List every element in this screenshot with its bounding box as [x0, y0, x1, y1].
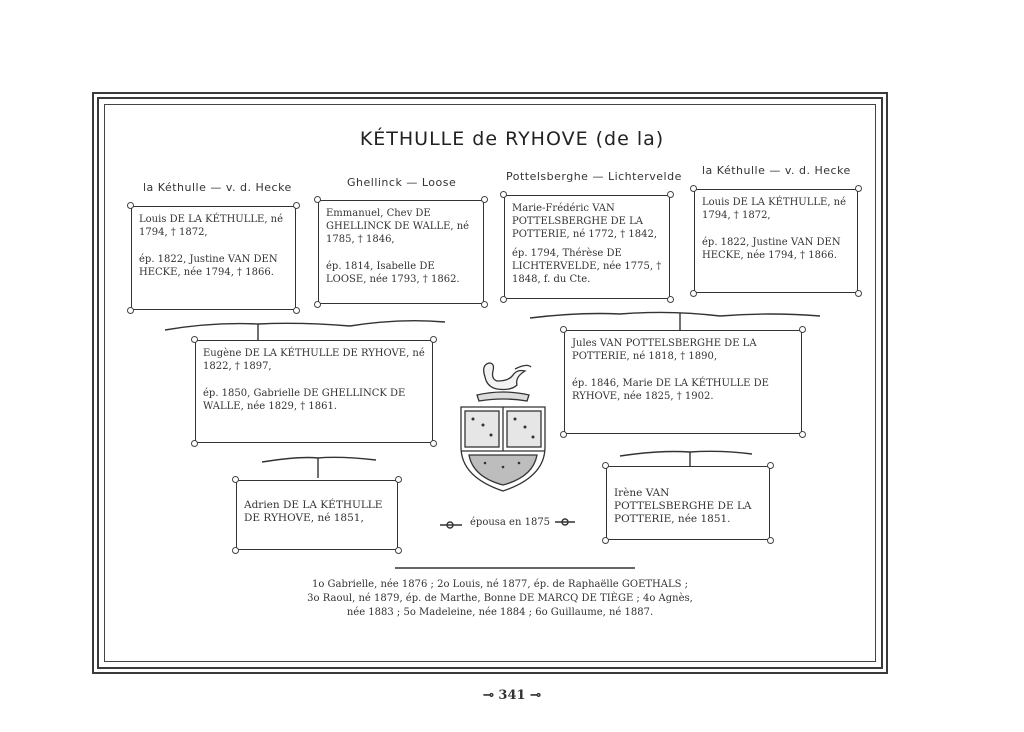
box-line: ép. 1822, Justine VAN DEN HECKE, née 1794, † 1866.: [139, 254, 278, 278]
corner-ornament: [602, 537, 609, 544]
box-line: Louis DE LA KÉTHULLE, né 1794, † 1872,: [702, 197, 847, 221]
children-line: née 1883 ; 5o Madeleine, née 1884 ; 6o Guillaume, né 1887.: [346, 607, 654, 618]
corner-ornament: [232, 476, 239, 483]
children-line: 3o Raoul, né 1879, ép. de Marthe, Bonne DE MARCQ DE TIÈGE ; 4o Agnès,: [307, 593, 693, 604]
corner-ornament: [395, 476, 402, 483]
page-number-value: 341: [498, 688, 526, 703]
corner-ornament: [232, 547, 239, 554]
box-line: ép. 1794, Thérèse DE LICHTERVELDE, née 1775, † 1848, f. du Cte.: [512, 248, 662, 285]
box-line: Emmanuel, Chev DE GHELLINCK DE WALLE, né 1785, † 1846,: [326, 208, 470, 245]
corner-ornament: [191, 440, 198, 447]
corner-ornament: [395, 547, 402, 554]
box-line: ép. 1850, Gabrielle DE GHELLINCK DE WALLE, née 1829, † 1861.: [203, 388, 406, 412]
couple-heading-2: Ghellinck — Loose: [347, 176, 457, 189]
corner-ornament: [430, 336, 437, 343]
corner-ornament: [430, 440, 437, 447]
box-line: ép. 1822, Justine VAN DEN HECKE, née 1794, † 1866.: [702, 237, 841, 261]
corner-ornament: [560, 326, 567, 333]
box-line: Louis DE LA KÉTHULLE, né 1794, † 1872,: [139, 214, 284, 238]
box-line: Jules VAN POTTELSBERGHE DE LA POTTERIE, né 1818, † 1890,: [572, 338, 757, 362]
box-line: Adrien DE LA KÉTHULLE DE RYHOVE, né 1851,: [244, 499, 383, 524]
box-line: ép. 1846, Marie DE LA KÉTHULLE DE RYHOVE, née 1825, † 1902.: [572, 378, 769, 402]
page-number: [0, 688, 1024, 703]
children-list: [300, 578, 700, 620]
person-box-g2-2: [564, 330, 802, 434]
box-line: Irène VAN POTTELSBERGHE DE LA POTTERIE, née 1851.: [614, 487, 752, 525]
marriage-label: [470, 517, 550, 528]
person-box-g3-2: [606, 466, 770, 540]
box-line: Marie-Frédéric VAN POTTELSBERGHE DE LA POTTERIE, né 1772, † 1842,: [512, 203, 658, 240]
corner-ornament: [560, 431, 567, 438]
person-box-g2-1: [195, 340, 433, 443]
page-title: KÉTHULLE de RYHOVE (de la): [359, 128, 665, 150]
corner-ornament: [799, 326, 806, 333]
corner-ornament: [191, 336, 198, 343]
coat-of-arms-icon: [455, 355, 551, 495]
corner-ornament: [767, 462, 774, 469]
corner-ornament: [602, 462, 609, 469]
box-line: Eugène DE LA KÉTHULLE DE RYHOVE, né 1822, † 1897,: [203, 348, 425, 372]
couple-heading-4: la Kéthulle — v. d. Hecke: [702, 164, 851, 177]
person-box-g3-1: [236, 480, 398, 550]
couple-heading-1: la Kéthulle — v. d. Hecke: [143, 181, 292, 194]
page-number-ornament-right: ⊸: [525, 688, 541, 703]
marriage-text: épousa en 1875: [470, 517, 551, 528]
corner-ornament: [799, 431, 806, 438]
box-line: ép. 1814, Isabelle DE LOOSE, née 1793, † 1862.: [326, 261, 460, 285]
page-number-ornament-left: ⊸: [483, 688, 499, 703]
corner-ornament: [767, 537, 774, 544]
children-line: 1o Gabrielle, née 1876 ; 2o Louis, né 1877, ép. de Raphaëlle GOETHALS ;: [311, 579, 689, 590]
couple-heading-3: Pottelsberghe — Lichtervelde: [506, 170, 682, 183]
